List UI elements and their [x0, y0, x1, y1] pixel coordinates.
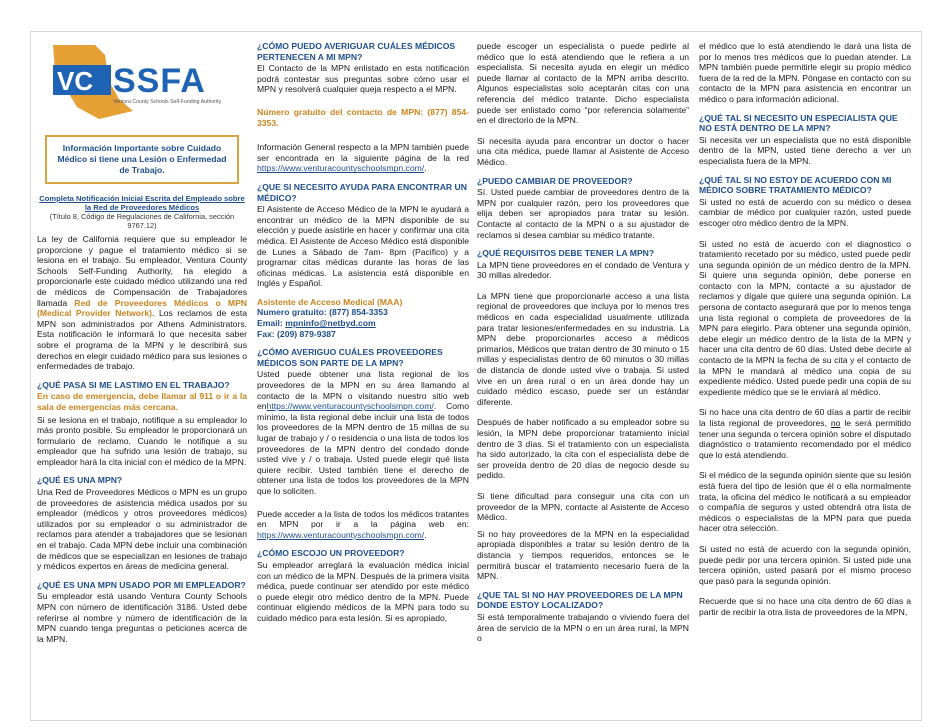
heading-find-doctors: ¿CÓMO PUEDO AVERIGUAR CUÁLES MÉDICOS PERTENECEN A MI MPN?	[257, 41, 456, 62]
notice-subtitle: (Título 8, Código de Regulaciones de California, sección 9767.12)	[49, 212, 235, 230]
heading-disagree: ¿QUÉ TAL SI NO ESTOY DE ACUERDO CON MI MÉDICO SOBRE TRATAMIENTO MÉDICO?	[699, 174, 892, 196]
mpn-website-link-1[interactable]: https://www.venturacountyschoolsmpn.com/	[257, 163, 425, 174]
info-box	[45, 135, 239, 184]
column-2	[257, 41, 469, 630]
tollfree-contact: Número gratuito del contacto de MPN: (877) 854-3353.	[257, 106, 469, 128]
info-box-text: Información Importante sobre Cuidado Médico si tiene una Lesión o Enfermedad de Trabajo.	[57, 143, 227, 175]
column-3	[477, 41, 689, 650]
out-of-area-paragraph: el médico que lo está atendiendo le dará una lista de por lo menos tres médicos que lo puedan atender. La MPN también puede permitirle elegir su propio médico fuera de la red de la MPN. Póngase en contacto con su contacto de la MPN para asistencia en encontrar un médico o para información adicional.	[699, 41, 911, 104]
access-list-paragraph	[257, 509, 469, 541]
mpn-name-highlight: Red de Proveedores Médicos o MPN (Medical Provider Network)	[37, 297, 248, 319]
provider-list-text-b: . Como mínimo, la lista regional debe incluir una lista de todos los proveedores de la MPN dentro de 15 millas de su lugar de trabajo y / o residencia o una lista de todos los proveedores de la MPN dentro del condado donde usted vive y / o trabaja. Usted puede elegir qué lista quiere recibir. Usted también tiene el derecho de obtener una lista de todos los proveedores de la MPN que lo soliciten.	[257, 401, 469, 496]
specialist-paragraph: puede escoger un especialista o puede pedirle al médico que lo está atendiendo que le refiera a un especialista. Si necesita ayuda en elegir un médico puede llamar al contacto de la MPN arriba descrito. Algunos especialistas solo aceptarán citas con una referencia del médico tratante. Dicho especialista puede ser enlistado como “por referencia solamente” en el directorio de la MPN.	[477, 41, 689, 126]
disagree-paragraph-1: Si usted no está de acuerdo con su médico o desea cambiar de médico por cualquier razón, usted puede escoger otro médico dentro de la MPN.	[699, 196, 911, 228]
column-4	[699, 41, 911, 624]
provider-list-paragraph	[257, 369, 469, 496]
intro-paragraph	[37, 234, 247, 372]
general-info-text: Información General respecto a la MPN también puede ser encontrada en la siguiente página de la red	[257, 142, 469, 163]
vcssfa-logo	[37, 41, 247, 129]
disagree-paragraph-3	[699, 407, 911, 460]
need-help-paragraph: El Asistente de Acceso Médico de la MPN le ayudará a encontrar un médico de la MPN disponible de su elección y puede asistirle en hacer y confirmar una cita médica. El Asistente de Acceso Médico está disponible de Lunes a Sábado de 7am- 8pm (Pacifico) y a programar citas médicas durante las horas de las oficinas médicas. La asistencia está disponible en Inglés y Español.	[257, 204, 469, 289]
column-1	[37, 41, 247, 650]
disagree-3-text-a: Si no hace una cita dentro de 60 días a partir de recibir la lista regional de proveedores,	[699, 407, 911, 428]
mpn-website-link-3[interactable]: https://www.venturacountyschoolsmpn.com/	[257, 529, 425, 540]
heading-no-providers: ¿QUE TAL SI NO HAY PROVEEDORES DE LA MPN DONDE ESTOY LOCALIZADO?	[477, 589, 683, 611]
maa-phone: Numero gratuito: (877) 854-3353	[257, 307, 388, 318]
access-list-end: .	[424, 529, 427, 540]
requirements-paragraph-5: Si no hay proveedores de la MPN en la especialidad apropiada disponibles a tratar su lesión dentro de la distancia y tiempos requeridos, entonces se le permitirá buscar el tratamiento necesario fuera de la MPN.	[477, 528, 689, 582]
requirements-paragraph-3: Después de haber notificado a su empleador sobre su lesión, la MPN debe proporcionar tratamiento inicial dentro de 3 días. Si el tratamiento con un especialista ha sido autorizado, la cita con el especialista debe de ser proveída dentro de 20 días de negocio desde su pedido.	[477, 417, 689, 481]
mpn-website-link-2[interactable]: https://www.venturacountyschoolsmpn.com/	[266, 401, 434, 412]
requirements-paragraph-2: La MPN tiene que proporcionarle acceso a una lista regional de proveedores que incluya por lo menos tres médicos en cada especialidad usualmente utilizada para tratar lesiones/enfermedades en su industria. La MPN debe proporcionarles acceso a médicos primarios, Médicos que tratan dentro de 30 minuto o 15 millas y especialistas dentro de 60 minutos o 30 millas de distancia de donde usted vive o trabaja. Si usted vive en un área rural o en un área donde hay un cuidado médico escaso, puede ser un estándar diferente.	[477, 290, 689, 407]
logo-graphic	[47, 41, 237, 129]
requirements-paragraph-1: La MPN tiene proveedores en el condado de Ventura y 30 millas alrededor.	[477, 259, 689, 281]
intro-text-a: La ley de California requiere que su empleador le proporcione y pague el tratamiento médico si se lesiona en el trabajo. Su empleador, Ventura County Schools Self-Funding Authority, ha elegido a proporcionarle este cuidado médico utilizando una red de médicos de Compensación de Trabajadores llamada	[37, 234, 247, 308]
notice-title: Completa Notificación Inicial Escrita del Empleado sobre la Red de Proveedores Médicos	[39, 194, 245, 212]
heading-provider-list: ¿CÓMO AVERIGUO CUÁLES PROVEEDORES MÉDICOS SON PARTE DE LA MPN?	[257, 347, 443, 368]
heading-hurt-at-work: ¿QUÉ PASA SI ME LASTIMO EN EL TRABAJO?	[37, 379, 230, 390]
find-doctors-paragraph: El Contacto de la MPN enlistado en esta notificación podrá contestar sus preguntas sobre cómo usar el MPN y resolverá cualquier queja respecto a el MPN.	[257, 63, 469, 95]
heading-choose-provider: ¿CÓMO ESCOJO UN PROVEEDOR?	[257, 548, 405, 559]
heading-change-provider: ¿PUEDO CAMBIAR DE PROVEEDOR?	[477, 175, 633, 186]
heading-requirements: ¿QUÉ REQUISITOS DEBE TENER LA MPN?	[477, 248, 655, 259]
logo-vc: VC	[57, 66, 94, 96]
specialist-outside-paragraph: Si necesita ver un especialista que no está disponible dentro de la MPN, usted tiene derecho a ver un especialista fuera de la MPN.	[699, 134, 911, 166]
maa-fax: Fax: (209) 879-9387	[257, 328, 336, 339]
maa-title: Asistente de Acceso Medical (MAA)	[257, 296, 403, 307]
heading-need-help: ¿QUE SI NECESITO AYUDA PARA ENCONTRAR UN MÉDICO?	[257, 181, 467, 203]
general-info-end: .	[424, 163, 427, 174]
what-is-mpn-paragraph: Una Red de Proveedores Médicos o MPN es un grupo de proveedores de asistencia médica usados por su empleador (médicos y otros proveedores médicos) utilizados por su empleador o su administrador de reclamos para atender a trabajadores que se lesionan en el trabajo. Cada MPN debe incluir una combinación de médicos que se especializan en lesiones de trabajo y médicos expertos en áreas de medicina general.	[37, 487, 247, 572]
heading-what-is-mpn: ¿QUÉ ES UNA MPN?	[37, 475, 123, 486]
change-provider-paragraph: Sí. Usted puede cambiar de proveedores dentro de la MPN por cualquier razón, pero los proveedores que elija deben ser apropiados para tratar su lesión. Contacte al contacto de la MPN o a su ajustador de reclamos si desea cambiar su médico tratante.	[477, 187, 689, 240]
emergency-note: En caso de emergencia, debe llamar al 911 o ir a la sala de emergencias más cercana.	[37, 391, 247, 412]
no-providers-paragraph: Si está temporalmente trabajando o viviendo fuera del área de servicio de la MPN o en un área rural, la MPN o	[477, 611, 689, 644]
maa-contact-block	[257, 297, 469, 339]
maa-email-label: Email:	[257, 318, 286, 329]
disagree-3-text-b: le será permitido tener una segunda o tercera opinión sobre el disputado diagnóstico o tratamiento recomendado por el médico que lo está atendiendo.	[699, 418, 911, 460]
intro-text-b: . Los reclamos de esta MPN son administrados por Athens Administrators. Esta notificación le informará lo que necesita saber sobre el programa de la MPN y le describirá sus derechos en elegir cuidado médico para sus lesiones o enfermedades de trabajo.	[37, 308, 247, 372]
heading-specialist-outside: ¿QUÉ TAL SI NECESITO UN ESPECIALISTA QUE NO ESTÁ DENTRO DE LA MPN?	[699, 112, 898, 134]
logo-ssfa: SSFA	[113, 62, 206, 100]
access-list-text: Puede acceder a la lista de todos los médicos tratantes en MPN por ir a la página web en:	[257, 508, 469, 530]
logo-tagline: Ventura County Schools Self-Funding Authority	[113, 99, 222, 105]
disagree-paragraph-2: Si usted no está de acuerdo con el diagnostico o tratamiento recetado por su médico, usted puede pedir una segunda opinión de un médico dentro de la MPN. Si quiere una segunda opinión, debe ponerse en contacto con la MPN, contacte a su ajustador de reclamos y dígale que quiere una segunda opinión. La persona de contacto asegurará que por lo menos tenga una lista regional o completa de proveedores de la MPN para elegirlo. Para obtener una segunda opinión, debe elegir un médico dentro de la lista de la MPN y hacer una cita dentro de 60 días. Usted debe decirle al contacto de la MPN la fecha de su cita y el contacto de la MPN le mandará al médico una copia de su expediente médico. Usted puede pedir una copia de su expediente médico que se le enviará al médico.	[699, 238, 911, 397]
document-page	[30, 31, 922, 721]
choose-provider-paragraph: Su empleador arreglará la evaluación médica inicial con un médico de la MPN. Después de la primera visita médica, puede continuar ser atendido por este médico o puede elegir otro médico dentro de la MPN. Puede continuar eligiendo médicos de la MPN para todo su cuidado médico para esta lesión. Si es apropiado,	[257, 559, 469, 623]
help-appointment-paragraph: Si necesita ayuda para encontrar un doctor o hacer una cita médica, puede llamar al Asistente de Acceso Médico.	[477, 135, 689, 167]
heading-which-mpn: ¿QUÉ ES UNA MPN USADO POR MI EMPLEADOR?	[37, 579, 246, 590]
disagree-paragraph-4: Si el médico de la segunda opinión siente que su lesión está fuera del tipo de lesión que él o ella normalmente trata, la oficina del médico le notificará a su empleador o compañía de seguros y usted obtendrá otra lista de médicos o especialistas de la MPN para que pueda hacer otra selección.	[699, 470, 911, 534]
disagree-paragraph-6: Recuerde que si no hace una cita dentro de 60 días a partir de recibir la otra lista de proveedores de la MPN,	[699, 596, 911, 617]
maa-email-line	[257, 318, 469, 329]
disagree-3-underlined: no	[830, 418, 841, 428]
disagree-paragraph-5: Si usted no está de acuerdo con la segunda opinión, puede pedir por una tercera opinión. Si usted pide una tercera opinión, usted pasará por el mismo proceso que pasó para la segunda opinión.	[699, 543, 911, 586]
which-mpn-paragraph: Su empleador está usando Ventura County Schools MPN con número de identificación 3186. Usted debe referirse al nombre y número de identificación de la MPN cuando tenga preguntas o peticiones acerca de la MPN.	[37, 591, 247, 644]
hurt-paragraph: Si se lesiona en el trabajo, notifique a su empleador lo más pronto posible. Su empleador le proporcionará un formulario de reclamo. Cuando le notifique a su empleador que ha sufrido una lesión de trabajo, su empleador hará la cita inicial con el médico de la MPN.	[37, 414, 247, 467]
maa-email-link[interactable]: mpninfo@netbyd.com	[285, 318, 376, 329]
provider-list-text-a: Usted puede obtener una lista regional de los proveedores de la MPN en su área llamando al contacto de la MPN o visitando nuestro sitio web en	[257, 369, 469, 412]
requirements-paragraph-4: Si tiene dificultad para conseguir una cita con un proveedor de la MPN, contacte al Asistente de Acceso Médico.	[477, 490, 689, 523]
general-info-paragraph	[257, 142, 469, 174]
